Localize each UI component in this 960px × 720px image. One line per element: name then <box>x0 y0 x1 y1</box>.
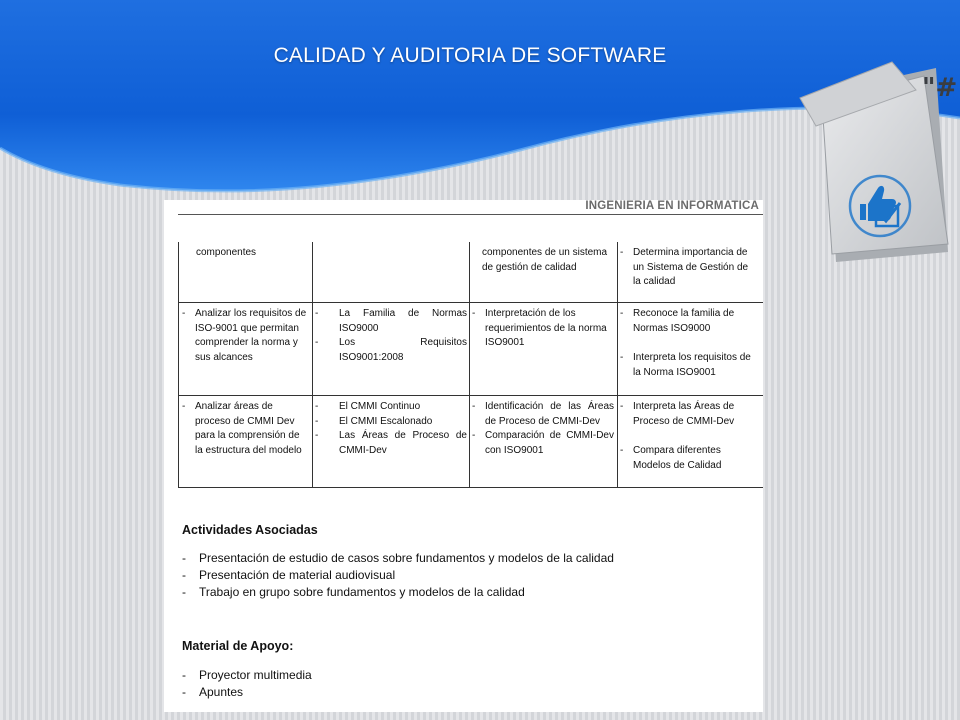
actividad-item: - Presentación de estudio de casos sobre fundamentos y modelos de la calidad <box>182 550 614 567</box>
row1-competencia: - Analizar los requisitos de ISO-9001 que permitan comprender la norma y sus alcances <box>182 307 308 365</box>
material-item: - Proyector multimedia <box>182 667 312 684</box>
row0-resultados: componentes de un sistema de gestión de calidad <box>482 247 608 273</box>
row1-indicador-2: - Interpreta los requisitos de la Norma ISO9001 <box>620 351 758 380</box>
row0-competencia: componentes <box>196 247 257 258</box>
material-item: - Apuntes <box>182 684 312 701</box>
row2-resultado-2: - Comparación de CMMI-Dev con ISO9001 <box>472 429 614 458</box>
table-divider-2 <box>469 242 470 488</box>
actividad-item: - Trabajo en grupo sobre fundamentos y modelos de la calidad <box>182 584 614 601</box>
row2-indicador-1: - Interpreta las Áreas de Proceso de CMMI-Dev <box>620 400 758 429</box>
row1-contenido-1: - La Familia de Normas ISO9000 <box>315 307 467 336</box>
table-divider-3 <box>617 242 618 488</box>
actividades-list <box>182 550 614 601</box>
row2-contenido-3: - Las Áreas de Proceso de CMMI-Dev <box>315 429 467 458</box>
material-title: Material de Apoyo: <box>182 639 294 653</box>
thumbs-up-checkbox-icon <box>796 56 960 268</box>
row2-indicador-2: - Compara diferentes Modelos de Calidad <box>620 444 758 473</box>
svg-text:"#: "# <box>922 73 958 103</box>
actividad-item: - Presentación de material audiovisual <box>182 567 614 584</box>
header-rule <box>178 214 763 215</box>
table-divider-1 <box>312 242 313 488</box>
actividades-title: Actividades Asociadas <box>182 523 318 537</box>
row0-indicador: - Determina importancia de un Sistema de Gestión de la calidad <box>620 246 758 290</box>
row2-contenido-2: - El CMMI Escalonado <box>315 415 467 430</box>
row-divider-2 <box>178 395 763 396</box>
row2-contenido-1: - El CMMI Continuo <box>315 400 467 415</box>
slide-title: CALIDAD Y AUDITORIA DE SOFTWARE <box>273 44 667 67</box>
row-divider-1 <box>178 302 763 303</box>
document-page <box>164 200 763 712</box>
row1-resultado: - Interpretación de los requerimientos de la norma ISO9001 <box>472 307 614 351</box>
table-border-bottom <box>178 487 763 488</box>
row1-indicador-1: - Reconoce la familia de Normas ISO9000 <box>620 307 758 336</box>
table-border-left <box>178 242 179 488</box>
row1-contenido-2: - Los Requisitos ISO9001:2008 <box>315 336 467 365</box>
material-list <box>182 667 312 701</box>
row2-resultado-1: - Identificación de las Áreas de Proceso de CMMI-Dev <box>472 400 614 429</box>
doc-header: INGENIERIA EN INFORMATICA <box>585 200 759 212</box>
row2-competencia: - Analizar áreas de proceso de CMMI Dev para la comprensión de la estructura del modelo <box>182 400 308 458</box>
